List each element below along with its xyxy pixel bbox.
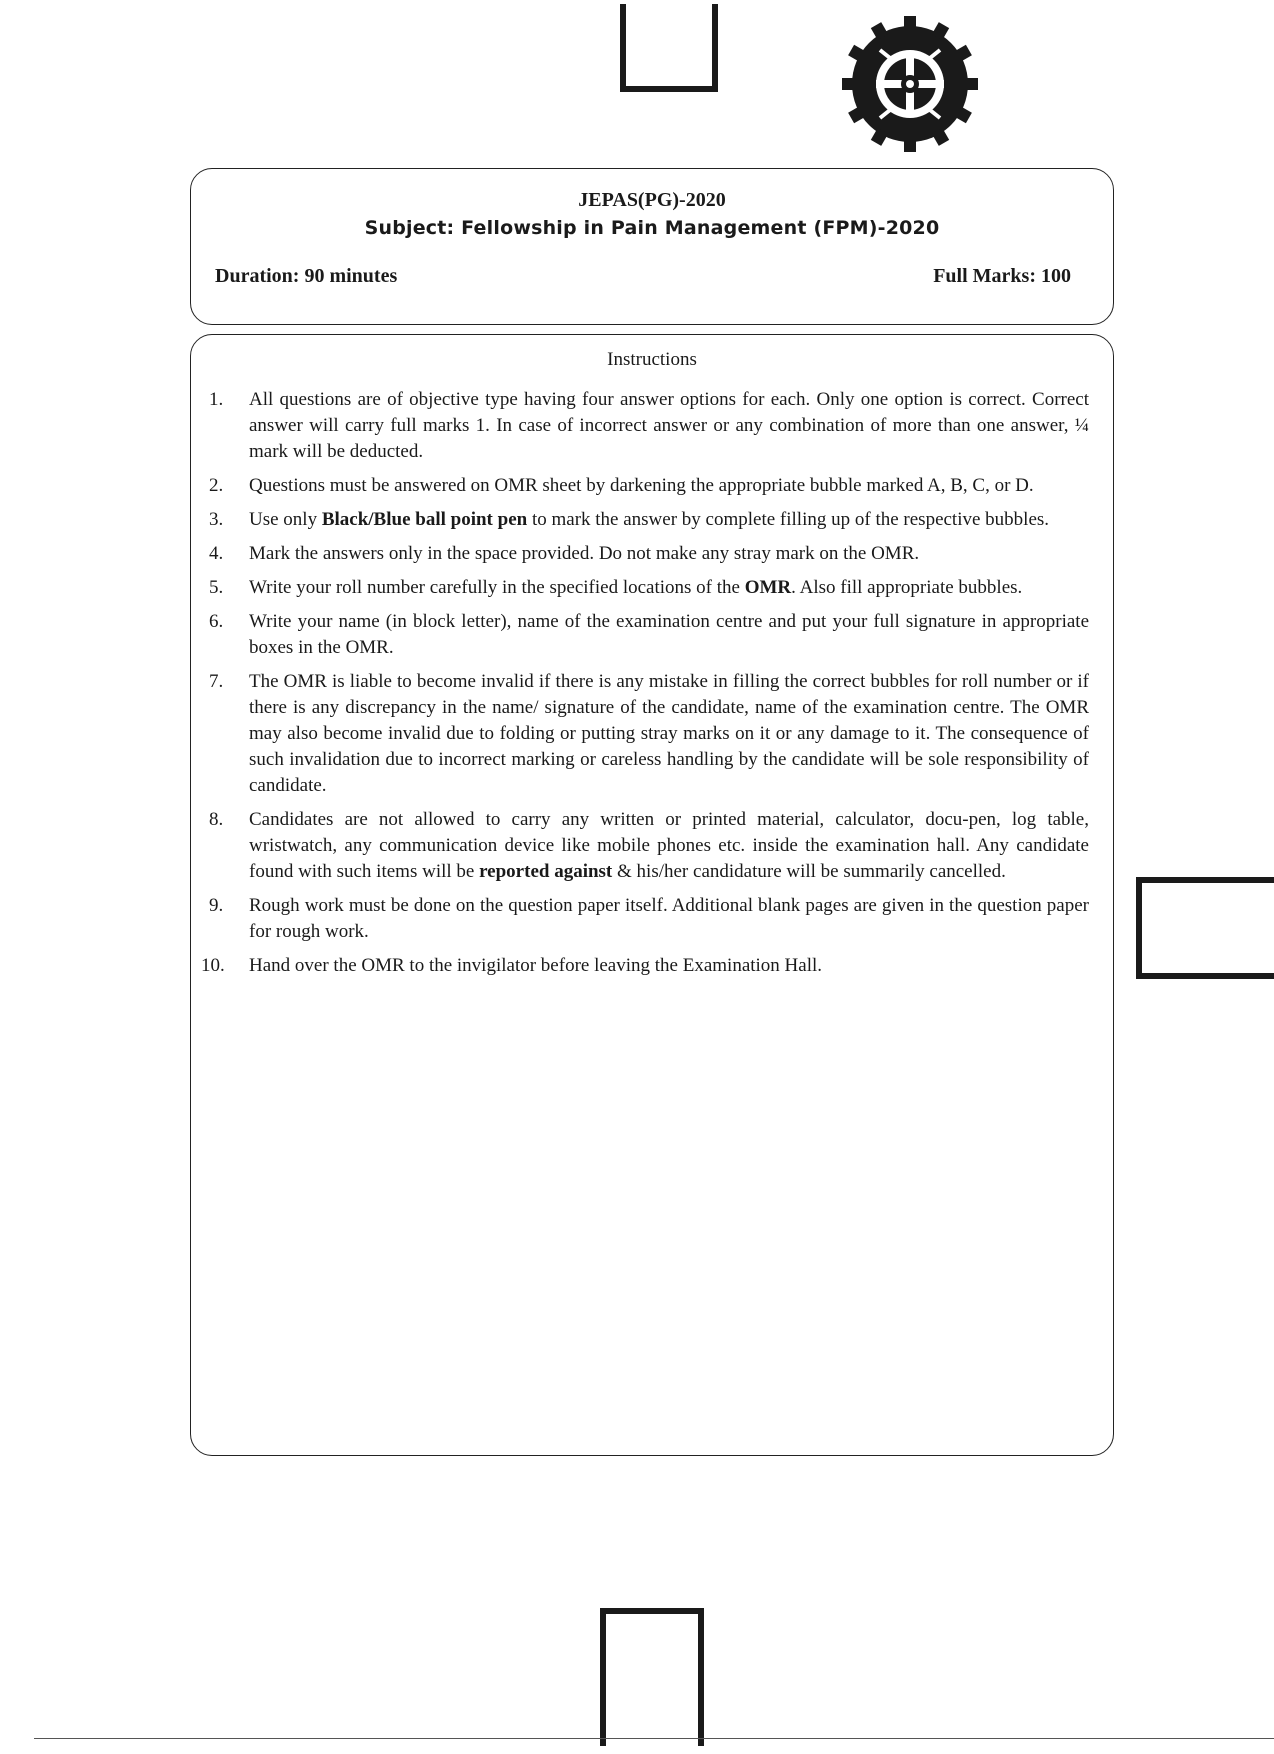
institute-seal-icon (840, 14, 980, 154)
exam-title: JEPAS(PG)-2020 (578, 189, 726, 211)
instruction-segment: Use only (249, 509, 322, 530)
exam-subject: Subject: Fellowship in Pain Management (FPM)-2020 (364, 217, 940, 239)
exam-header-box (190, 168, 1114, 325)
registration-mark-bottom (600, 1608, 704, 1746)
instruction-segment: . Also fill appropriate bubbles. (791, 577, 1023, 598)
instruction-item (209, 893, 1089, 945)
instruction-number: 1. (209, 389, 224, 410)
instruction-text (249, 953, 1089, 979)
instruction-segment: Candidates are not allowed to carry any written or printed material, calculator, docu-pen, log table, wristwatch, any communication device like mobile phones etc. inside the examination hall. Any candidate found with such items will be (249, 809, 1089, 882)
instruction-item (209, 609, 1089, 661)
instruction-item (209, 575, 1089, 601)
instruction-text (249, 541, 1089, 567)
instruction-number: 7. (209, 671, 224, 692)
instruction-text (249, 609, 1089, 661)
instruction-item (209, 669, 1089, 799)
instruction-text (249, 669, 1089, 799)
instruction-text (249, 893, 1089, 945)
instruction-emphasis: Black/Blue ball point pen (321, 509, 528, 530)
instruction-segment: Hand over the OMR to the invigilator before leaving the Examination Hall. (249, 955, 823, 976)
instruction-segment: Questions must be answered on OMR sheet by darkening the appropriate bubble marked A, B, C, or D. (249, 475, 1034, 496)
instructions-list (201, 387, 1089, 987)
instruction-number: 10. (201, 955, 225, 976)
instruction-emphasis: OMR (744, 577, 792, 598)
instruction-text (249, 575, 1089, 601)
instruction-segment: All questions are of objective type having four answer options for each. Only one option is correct. Correct answer will carry full marks 1. In case of incorrect answer or any combination of more than one answer, ¼ mark will be deducted. (249, 389, 1089, 462)
instructions-heading: Instructions (607, 349, 697, 370)
instruction-item (201, 953, 1089, 979)
instructions-box (190, 334, 1114, 1456)
instruction-emphasis: reported against (479, 861, 613, 882)
instruction-segment: Write your roll number carefully in the specified locations of the (249, 577, 745, 598)
instruction-text (249, 387, 1089, 465)
exam-duration: Duration: 90 minutes (215, 265, 398, 287)
instruction-number: 2. (209, 475, 224, 496)
exam-full-marks: Full Marks: 100 (933, 265, 1071, 287)
instruction-segment: to mark the answer by complete filling up of the respective bubbles. (527, 509, 1050, 530)
instruction-number: 9. (209, 895, 224, 916)
instruction-segment: The OMR is liable to become invalid if there is any mistake in filling the correct bubbles for roll number or if there is any discrepancy in the name/ signature of the candidate, name of the examination centre. The OMR may also become invalid due to folding or putting stray marks on it or any damage to it. The consequence of such invalidation due to incorrect marking or careless handling by the candidate will be sole responsibility of candidate. (249, 671, 1089, 796)
instruction-segment: Rough work must be done on the question paper itself. Additional blank pages are given in the question paper for rough work. (249, 895, 1089, 942)
instruction-number: 5. (209, 577, 224, 598)
instruction-segment: Mark the answers only in the space provided. Do not make any stray mark on the OMR. (249, 543, 920, 564)
instruction-segment: & his/her candidature will be summarily cancelled. (612, 861, 1006, 882)
instruction-text (249, 507, 1089, 533)
instruction-number: 6. (209, 611, 224, 632)
registration-mark-right (1136, 877, 1274, 979)
instruction-item (209, 507, 1089, 533)
instruction-number: 8. (209, 809, 224, 830)
instruction-number: 4. (209, 543, 224, 564)
registration-mark-top (620, 4, 718, 92)
instruction-number: 3. (209, 509, 224, 530)
instruction-text (249, 807, 1089, 885)
footer-rule (34, 1738, 1274, 1739)
instruction-text (249, 473, 1089, 499)
instruction-item (209, 541, 1089, 567)
instruction-item (209, 807, 1089, 885)
instruction-item (209, 473, 1089, 499)
instruction-segment: Write your name (in block letter), name of the examination centre and put your full signature in appropriate boxes in the OMR. (249, 611, 1089, 658)
instruction-item (209, 387, 1089, 465)
